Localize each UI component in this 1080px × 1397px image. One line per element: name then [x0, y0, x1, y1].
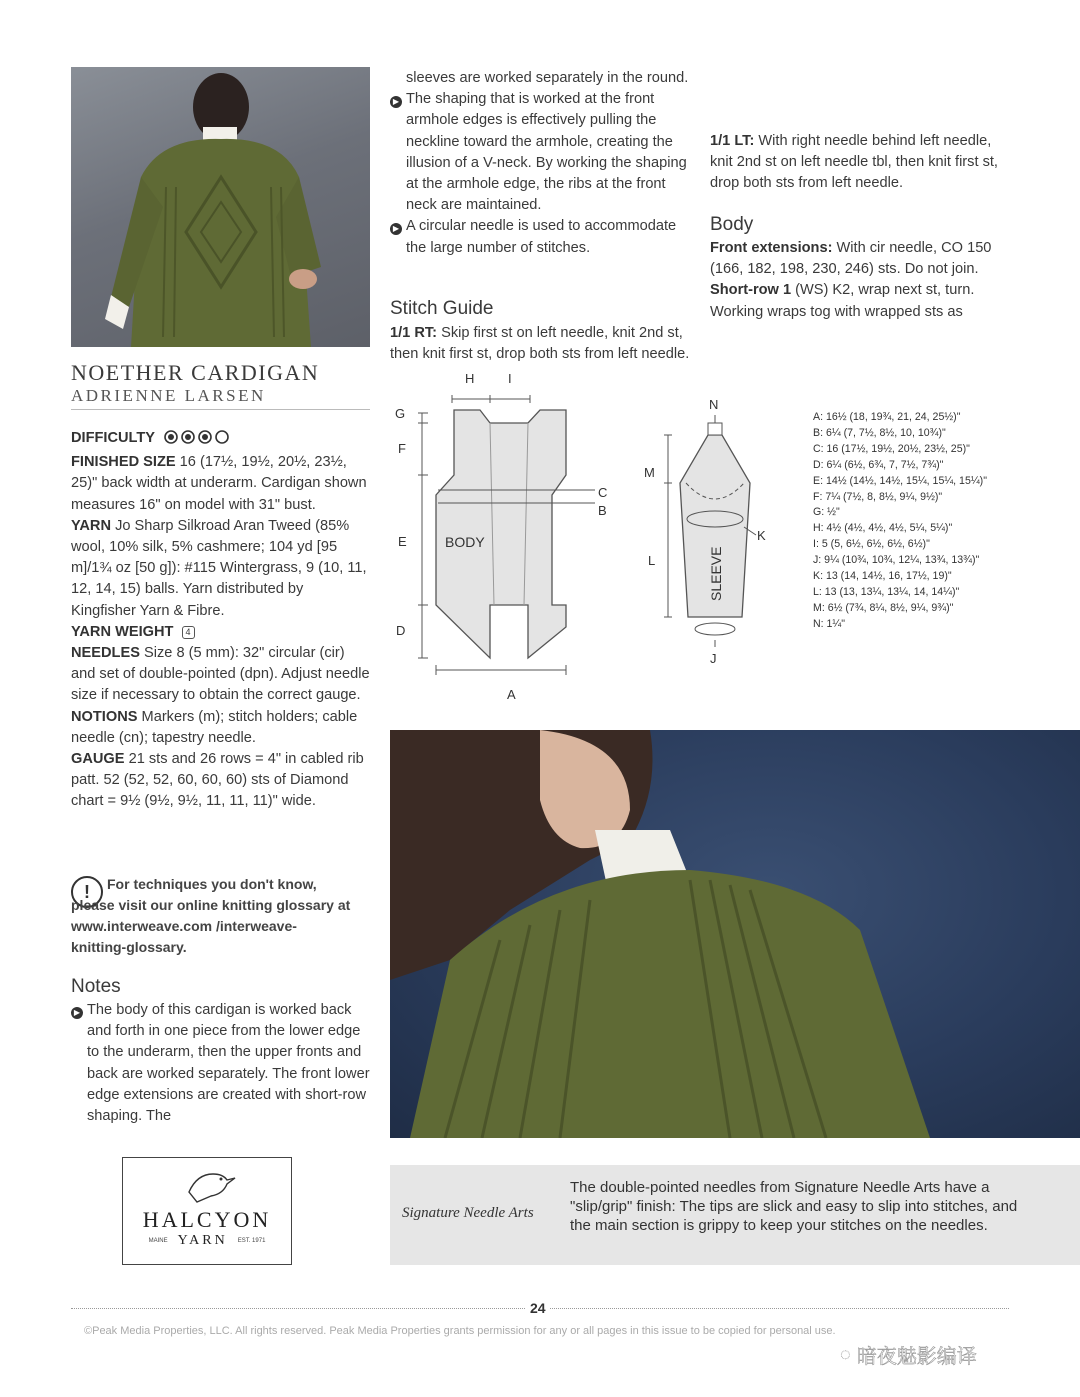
yarn-weight: YARN WEIGHT 4 [71, 622, 371, 643]
notes-item-1: ▶ The body of this cardigan is worked back and forth in one piece from the lower edge to the underarm, then the upper fronts and back are worked separately. The front lower edge extensions are created with short-row shaping. The [71, 1000, 371, 1127]
notes-item-2: ▶ The shaping that is worked at the front armhole edges is effectively pulling the neckline toward the armhole, creating the illusion of a V-neck. By working the shaping at the armhole edge, the ribs at the front neck are maintained. [390, 89, 690, 216]
watermark: ◌ 暗夜魅影编译 [840, 1344, 977, 1368]
notes-heading: Notes [71, 976, 121, 997]
body-heading: Body [710, 214, 754, 235]
schematic-letter-g: G [395, 406, 406, 421]
back-view-photo [71, 67, 370, 347]
finished-size: FINISHED SIZE 16 (17½, 19½, 20½, 23½, 25)" back width at underarm. Cardigan shown measures 16" on model with 31" bust. [71, 454, 367, 513]
dimension-list: A: 16½ (18, 19¾, 21, 24, 25½)" B: 6¼ (7, 7½, 8½, 10, 10¾)" C: 16 (17½, 19½, 20½, 23½, 25)" D: 6¼ (6½, 6¾, 7, 7½, 7¾)" E: 14½ (14½, 14½, 15¼, 15¼, 15¼)" F: 7¼ (7½, 8, 8½, 9¼, 9½)" G: ½" H: 4½ (4½, 4½, 4½, 5¼, 5¼)" I: 5 (5, 6½, 6½, 6½, 6½)" J: 9¼ (10¾, 10¾, 12¼, 13¾, 13¾)" K: 13 (14, 14½, 16, 17½, 19)" L: 13 (13, 13¼, 13¼, 14, 14¼)" M: 6½ (7¾, 8¼, 8½, 9¼, 9¾)" N: 1¼" [813, 411, 987, 630]
techniques-note[interactable]: For techniques you don't know, please visit our online knitting glossary at www.interweave.com /interweave-knitting-glossary. [71, 876, 351, 955]
body-instructions: Front extensions: With cir needle, CO 150 (166, 182, 198, 230, 246) sts. Do not join. Short-row 1 (WS) K2, wrap next st, turn. Working wraps tog with wrapped sts as [710, 240, 992, 320]
difficulty-label: DIFFICULTY [71, 430, 156, 446]
schematic-letter-c: C [598, 485, 608, 500]
model-portrait-photo [390, 730, 1080, 1138]
schematic-letter-j: J [710, 651, 717, 666]
back-view-illustration [71, 67, 370, 347]
notions: NOTIONS Markers (m); stitch holders; cable needle (cn); tapestry needle. [71, 708, 358, 746]
stitch-rt: 1/1 RT: Skip first st on left needle, knit 2nd st, then knit first st, drop both sts from left needle. [390, 325, 690, 363]
notes-item-1-cont: sleeves are worked separately in the round. [406, 70, 689, 86]
schematic-letter-h: H [465, 371, 475, 386]
model-illustration [390, 730, 1080, 1138]
schematic-letter-a: A [507, 687, 516, 702]
needles: NEEDLES Size 8 (5 mm): 32" circular (cir) and set of double-pointed (dpn). Adjust needle size if necessary to obtain the correct gauge. [71, 645, 370, 704]
schematic-letter-d: D [396, 623, 406, 638]
arrow-bullet-icon: ▶ [71, 1007, 83, 1019]
signature-needle-arts-logo[interactable]: Signature Needle Arts [402, 1205, 534, 1221]
yarn: YARN Jo Sharp Silkroad Aran Tweed (85% wool, 10% silk, 5% cashmere; 104 yd [95 m]/1¾ oz [50 g]): #115 Wintergrass, 9 (10, 11, 12, 14, 15) balls. Yarn distributed by Kingfisher Yarn & Fibre. [71, 517, 367, 619]
arrow-bullet-icon: ▶ [390, 223, 402, 235]
pattern-title: NOETHER CARDIGAN [71, 360, 320, 385]
schematic-letter-b: B [598, 503, 607, 518]
copyright-text: ©Peak Media Properties, LLC. All rights reserved. Peak Media Properties grants permission for any or all pages in this issue to be copied for personal use. [84, 1325, 836, 1337]
sleeve-label: SLEEVE [708, 546, 724, 601]
halcyon-yarn-logo[interactable] [122, 1157, 292, 1265]
schematic-letter-e: E [398, 534, 407, 549]
info-icon: ! [71, 876, 103, 908]
kingfisher-bird-icon [177, 1162, 237, 1204]
page-number: 24 [526, 1300, 550, 1316]
schematic-letter-i: I [508, 371, 512, 386]
stitch-guide-heading: Stitch Guide [390, 298, 494, 319]
difficulty-row [71, 428, 371, 452]
body-label: BODY [445, 534, 485, 550]
notes-continued [390, 68, 690, 259]
schematic-letter-f: F [398, 441, 406, 456]
halcyon-name: HALCYON [142, 1207, 272, 1232]
schematic-letter-n: N [709, 397, 719, 412]
title-divider [71, 409, 370, 410]
schematic-diagram [390, 365, 810, 710]
schematic-letter-k: K [757, 528, 766, 543]
arrow-bullet-icon: ▶ [390, 96, 402, 108]
sponsor-text: The double-pointed needles from Signature Needle Arts have a "slip/grip" finish: The tips are slick and easy to slip into stitches, and the main section is grippy to keep your stitches on the needles. [570, 1179, 1018, 1234]
halcyon-sub-row: MAINE YARN EST. 1971 [148, 1233, 266, 1248]
notes-item-3: ▶ A circular needle is used to accommodate the large number of stitches. [390, 216, 690, 258]
schematic-letter-m: M [644, 465, 655, 480]
schematic-letter-l: L [648, 553, 656, 568]
designer-name: ADRIENNE LARSEN [71, 386, 266, 405]
difficulty-rating-icon [163, 429, 233, 452]
stitch-lt: 1/1 LT: With right needle behind left needle, knit 2nd st on left needle tbl, then knit first st, drop both sts from left needle. [710, 133, 998, 192]
pattern-details [71, 428, 371, 813]
yarn-weight-icon: 4 [182, 626, 195, 639]
gauge: GAUGE 21 sts and 26 rows = 4" in cabled rib patt. 52 (52, 52, 60, 60, 60) sts of Diamond chart = 9½ (9½, 9½, 11, 11, 11)" wide. [71, 751, 364, 810]
wechat-icon: ◌ [840, 1344, 851, 1364]
